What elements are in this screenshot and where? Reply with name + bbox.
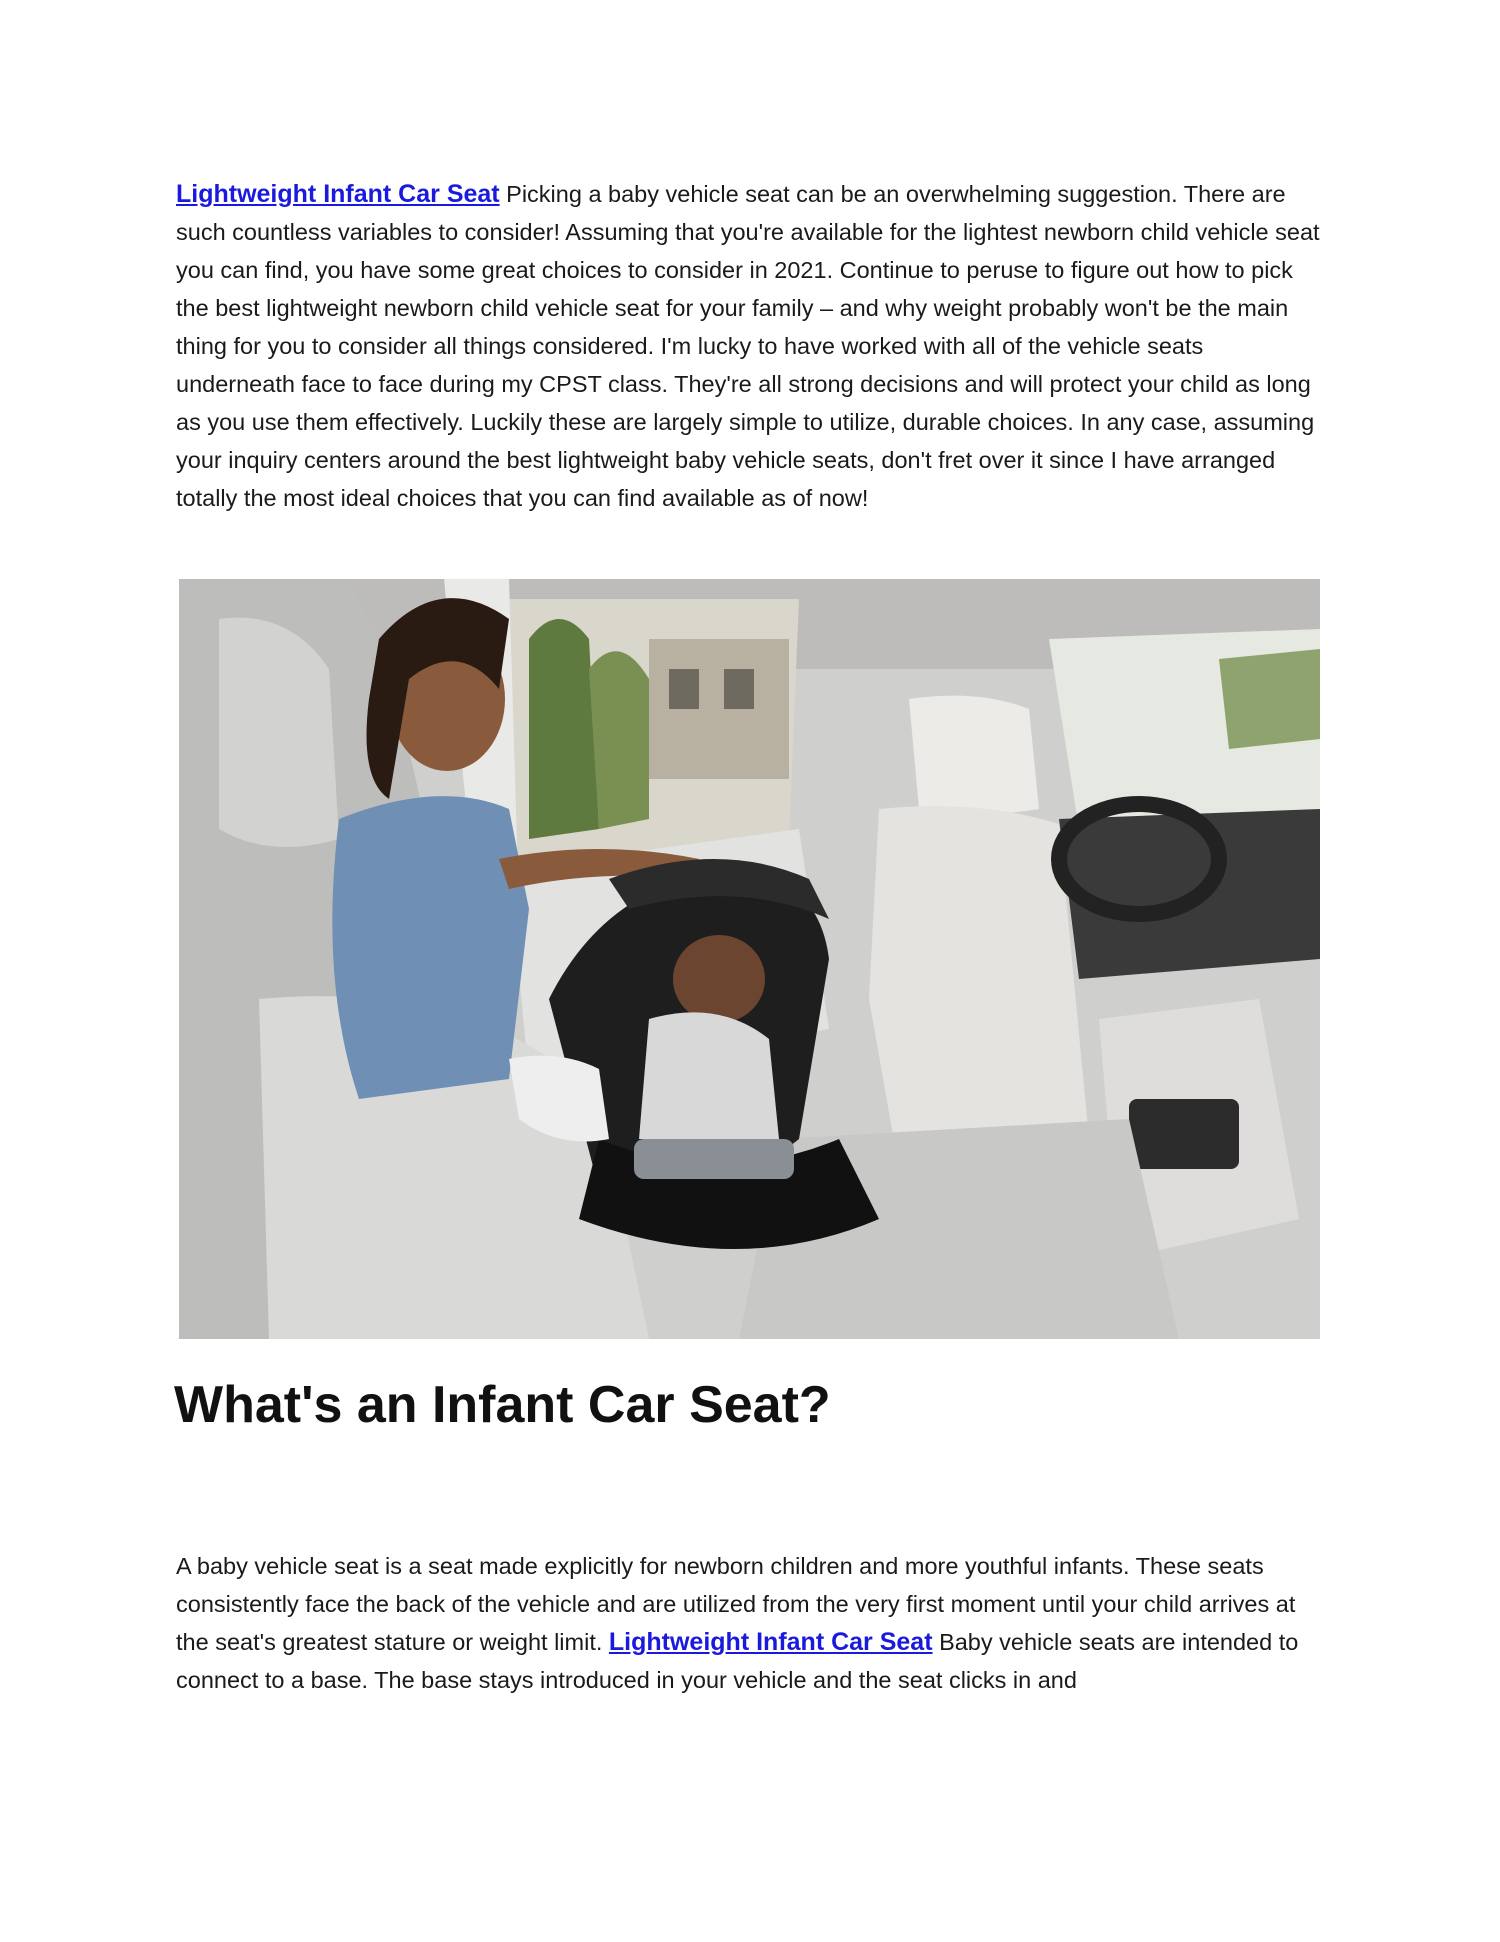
section-body-start: A baby vehicle seat is a seat made explicitly for newborn children and more youthful infants. These seats consistently face the back of the vehicle and are utilized from the very first moment until your child arrives at the seat's greatest stature or weight limit.	[176, 1553, 1296, 1655]
section-link[interactable]: Lightweight Infant Car Seat	[608, 1628, 933, 1656]
section-paragraph	[176, 1547, 1326, 1699]
intro-body: Picking a baby vehicle seat can be an overwhelming suggestion. There are such countless variables to consider! Assuming that you're available for the lightest newborn child vehicle seat you can find, you have some great choices to consider in 2021. Continue to peruse to figure out how to pick the best lightweight newborn child vehicle seat for your family – and why weight probably won't be the main thing for you to consider all things considered. I'm lucky to have worked with all of the vehicle seats underneath face to face during my CPST class. They're all strong decisions and will protect your child as long as you use them effectively. Luckily these are largely simple to utilize, durable choices. In any case, assuming your inquiry centers around the best lightweight baby vehicle seats, don't fret over it since I have arranged totally the most ideal choices that you can find available as of now!	[176, 181, 1320, 511]
section-heading: What's an Infant Car Seat?	[174, 1376, 831, 1434]
car-seat-photo	[179, 579, 1320, 1339]
intro-link[interactable]: Lightweight Infant Car Seat	[176, 180, 500, 208]
section-body-end: Baby vehicle seats are intended to connect to a base. The base stays introduced in your vehicle and the seat clicks in and	[176, 1629, 1299, 1693]
intro-paragraph	[176, 175, 1326, 517]
